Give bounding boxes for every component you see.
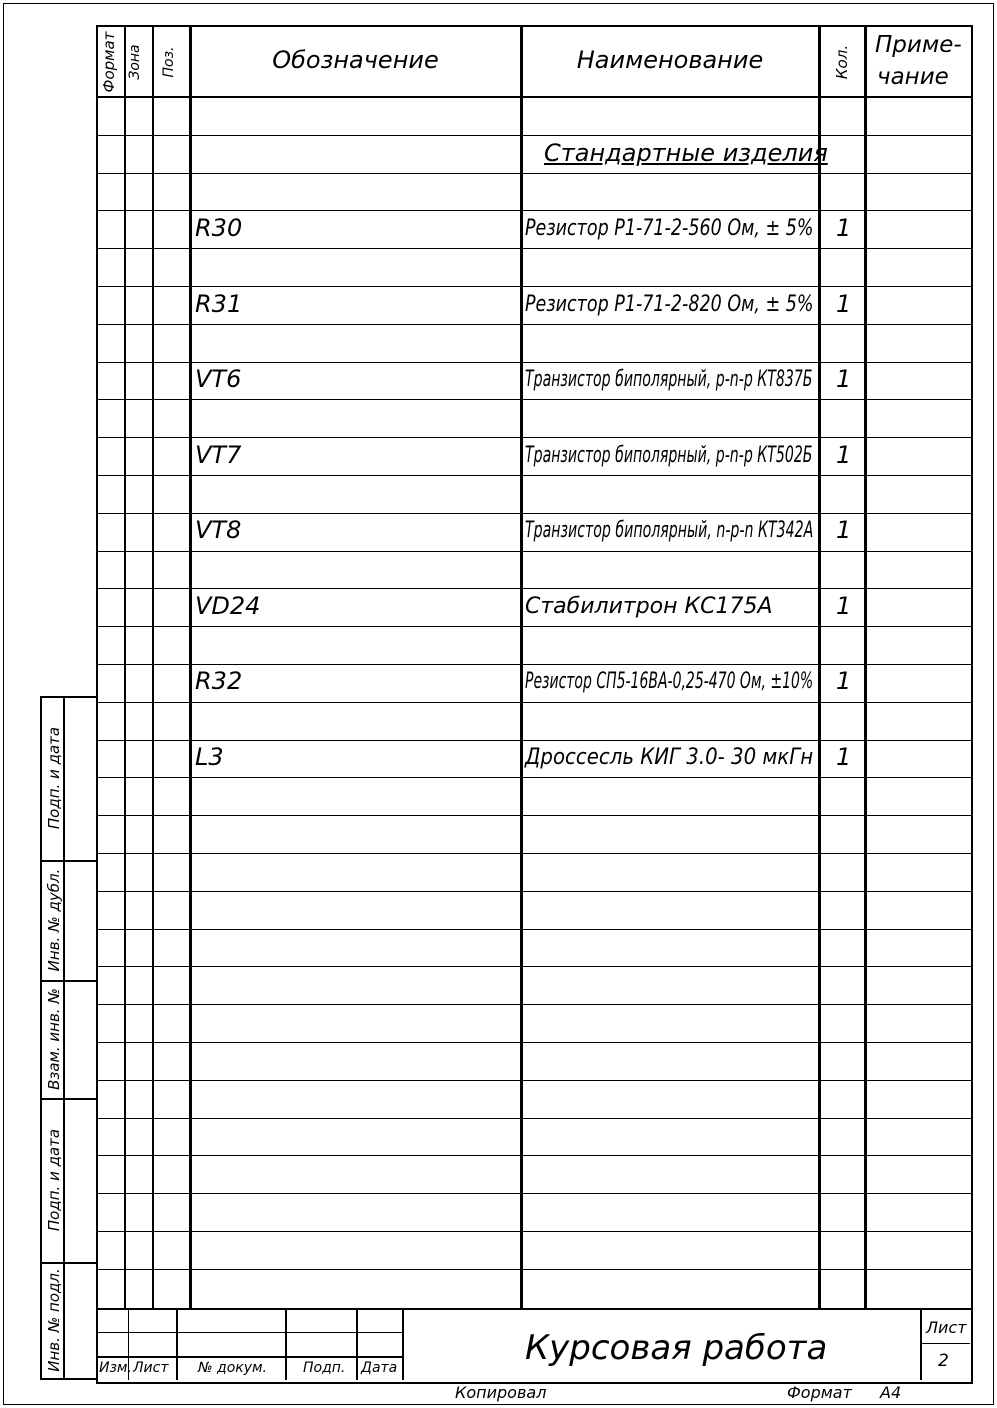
row-qty: 1 — [836, 592, 852, 620]
side-podp-data-1: Подп. и дата — [45, 726, 63, 830]
title-block-line — [285, 1308, 287, 1380]
side-inv-dubl: Инв. № дубл. — [45, 868, 63, 972]
row-line — [96, 740, 971, 741]
row-qty: 1 — [836, 290, 852, 318]
col-line — [189, 25, 192, 1308]
row-qty: 1 — [836, 516, 852, 544]
title-block-top — [96, 1308, 971, 1310]
col-line — [818, 25, 821, 1308]
tb-izm: Изм. — [99, 1360, 132, 1376]
tb-podp: Подп. — [303, 1360, 346, 1376]
tb-sheet-no: 2 — [938, 1351, 949, 1371]
row-line — [96, 891, 971, 892]
header-zone: Зона — [127, 44, 143, 80]
header-note-1: Приме- — [875, 32, 962, 58]
footer-copied: Копировал — [455, 1383, 547, 1402]
row-line — [96, 929, 971, 930]
tb-doc-no: № докум. — [198, 1360, 268, 1376]
row-line — [96, 513, 971, 514]
row-line — [96, 362, 971, 363]
row-qty: 1 — [836, 441, 852, 469]
row-line — [96, 626, 971, 627]
row-designation: R32 — [195, 667, 243, 695]
tb-data: Дата — [361, 1360, 398, 1376]
title-block-line — [356, 1308, 358, 1380]
row-designation: R30 — [195, 214, 243, 242]
row-qty: 1 — [836, 214, 852, 242]
row-line — [96, 173, 971, 174]
row-name: Резистор Р1-71-2-560 Ом, ± 5% — [525, 216, 814, 241]
row-name: Транзистор биполярный, n-p-n КТ342А — [525, 518, 814, 543]
row-line — [96, 210, 971, 211]
header-qty: Кол. — [833, 44, 851, 80]
row-qty: 1 — [836, 743, 852, 771]
row-line — [96, 1118, 971, 1119]
side-podp-data-2: Подп. и дата — [45, 1128, 63, 1232]
row-line — [96, 1080, 971, 1081]
row-line — [96, 286, 971, 287]
row-designation: L3 — [195, 743, 224, 771]
row-name: Стабилитрон КС175А — [525, 594, 773, 619]
row-line — [96, 777, 971, 778]
row-line — [96, 815, 971, 816]
title-block-line — [176, 1308, 178, 1380]
row-line — [96, 248, 971, 249]
row-designation: VT6 — [195, 365, 242, 393]
footer-format-label: Формат — [787, 1383, 852, 1402]
tb-title: Курсовая работа — [525, 1328, 828, 1368]
row-designation: VD24 — [195, 592, 261, 620]
row-qty: 1 — [836, 667, 852, 695]
col-line — [152, 25, 154, 1308]
section-title: Стандартные изделия — [544, 139, 828, 167]
row-name: Транзистор биполярный, p-n-p КТ837Б — [525, 367, 813, 392]
side-vzam-inv: Взам. инв. № — [45, 988, 63, 1090]
col-line — [124, 25, 126, 1308]
row-name: Резистор СП5-16ВА-0,25-470 Ом, ±10% — [525, 669, 814, 694]
row-name: Резистор Р1-71-2-820 Ом, ± 5% — [525, 292, 814, 317]
row-line — [96, 966, 971, 967]
row-line — [96, 135, 971, 136]
row-line — [96, 1193, 971, 1194]
row-name: Дроссесль КИГ 3.0- 30 мкГн — [525, 745, 814, 770]
title-block-line — [920, 1343, 970, 1344]
row-line — [96, 324, 971, 325]
row-name: Транзистор биполярный, p-n-p КТ502Б — [525, 443, 813, 468]
tb-sheet-label: Лист — [926, 1318, 967, 1337]
row-qty: 1 — [836, 365, 852, 393]
header-name: Наименование — [576, 46, 764, 74]
row-designation: VT8 — [195, 516, 242, 544]
row-line — [96, 399, 971, 400]
col-line — [864, 25, 867, 1308]
header-designation: Обозначение — [272, 46, 439, 74]
title-block-line — [96, 1332, 402, 1333]
row-line — [96, 1231, 971, 1232]
footer-format-value: А4 — [880, 1383, 902, 1402]
row-designation: R31 — [195, 290, 243, 318]
tb-list: Лист — [133, 1360, 169, 1376]
row-line — [96, 1269, 971, 1270]
header-format: Формат — [100, 31, 118, 93]
row-line — [96, 588, 971, 589]
title-block-line — [920, 1308, 922, 1380]
row-line — [96, 437, 971, 438]
row-line — [96, 551, 971, 552]
row-line — [96, 1004, 971, 1005]
row-line — [96, 664, 971, 665]
row-line — [96, 702, 971, 703]
row-line — [96, 475, 971, 476]
title-block-line — [402, 1308, 404, 1380]
header-pos: Поз. — [161, 46, 177, 78]
title-block-line — [96, 1356, 402, 1358]
col-line — [520, 25, 523, 1308]
row-line — [96, 853, 971, 854]
row-line — [96, 1042, 971, 1043]
row-line — [96, 1155, 971, 1156]
row-designation: VT7 — [195, 441, 242, 469]
header-note-2: чание — [877, 64, 949, 90]
header-divider — [96, 96, 971, 98]
side-inv-podl: Инв. № подл. — [45, 1268, 63, 1372]
